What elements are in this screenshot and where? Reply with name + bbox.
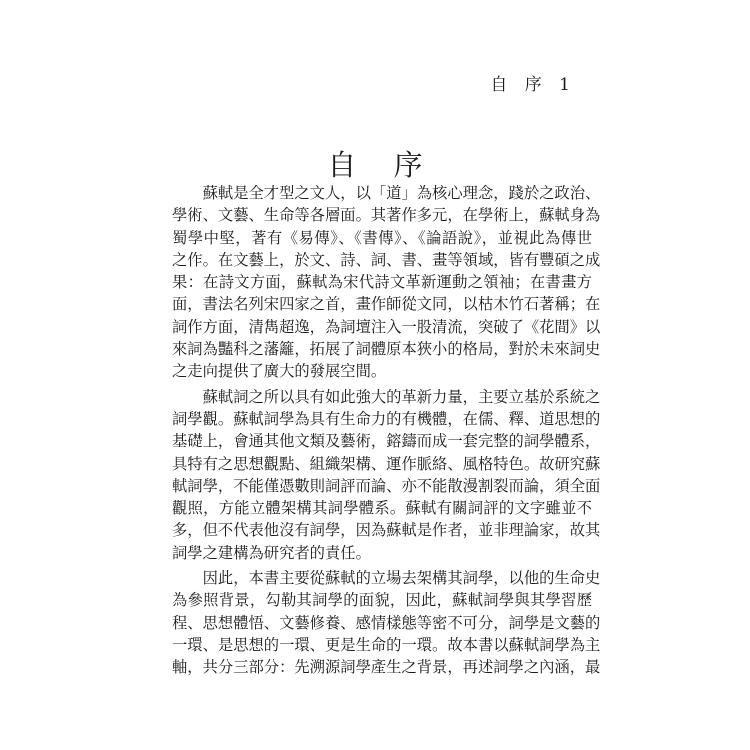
text-line: 觀照，方能立體架構其詞學體系。蘇軾有關詞評的文字雖並不: [172, 499, 592, 518]
running-head-title: 自 序: [490, 75, 548, 95]
paragraph: [172, 567, 601, 678]
text-line: 詞學觀。蘇軾詞學為具有生命力的有機體，在儒、釋、道思想的: [172, 409, 601, 428]
running-head: [490, 70, 572, 95]
text-line: 蘇軾詞之所以具有如此強大的革新力量，主要立基於系統之: [172, 387, 601, 406]
text-line: 軾詞學，不能僅憑數則詞評而論、亦不能散漫割裂而論，須全面: [172, 476, 601, 495]
page-title: 自 序: [327, 148, 437, 182]
text-line: 詞學之建構為研究者的責任。: [172, 543, 371, 562]
text-line: 之作。在文藝上，於文、詩、詞、書、畫等領域，皆有豐碩之成: [172, 250, 601, 269]
text-line: 果：在詩文方面，蘇軾為宋代詩文革新運動之領袖；在書畫方: [172, 273, 592, 292]
text-line: 一環、是思想的一環、更是生命的一環。故本書以蘇軾詞學為主: [172, 635, 601, 654]
text-line: 軸，共分三部分：先溯源詞學產生之背景，再述詞學之內涵，最: [172, 658, 601, 677]
text-line: 面，書法名列宋四家之首，畫作師從文同，以枯木竹石著稱；在: [172, 295, 601, 314]
text-line: 之走向提供了廣大的發展空間。: [172, 362, 387, 381]
paragraph: [172, 182, 601, 383]
body-text: [172, 182, 601, 682]
text-line: 程、思想體悟、文藝修養、感情樣態等密不可分，詞學是文藝的: [172, 613, 601, 632]
text-line: 基礎上，會通其他文類及藝術，鎔鑄而成一套完整的詞學體系，: [172, 432, 601, 451]
page-number: 1: [559, 75, 572, 95]
text-line: 蘇軾是全才型之文人，以「道」為核心理念，踐於之政治、: [172, 184, 601, 202]
text-line: 蜀學中堅，著有《易傳》、《書傳》、《論語說》，並視此為傳世: [172, 228, 592, 247]
text-line: 來詞為豔科之藩籬，拓展了詞體原本狹小的格局，對於未來詞史: [172, 340, 601, 359]
text-line: 為參照背景，勾勒其詞學的面貌，因此，蘇軾詞學與其學習歷: [172, 591, 592, 610]
text-line: 因此，本書主要從蘇軾的立場去架構其詞學，以他的生命史: [172, 569, 601, 588]
text-line: 具特有之思想觀點、組織架構、運作脈絡、風格特色。故研究蘇: [172, 454, 601, 473]
text-line: 學術、文藝、生命等各層面。其著作多元，在學術上，蘇軾身為: [172, 206, 601, 225]
text-line: 詞作方面，清雋超逸，為詞壇注入一股清流，突破了《花間》以: [172, 317, 601, 336]
text-line: 多，但不代表他沒有詞學，因為蘇軾是作者，並非理論家，故其: [172, 521, 601, 540]
paragraph: [172, 386, 601, 564]
